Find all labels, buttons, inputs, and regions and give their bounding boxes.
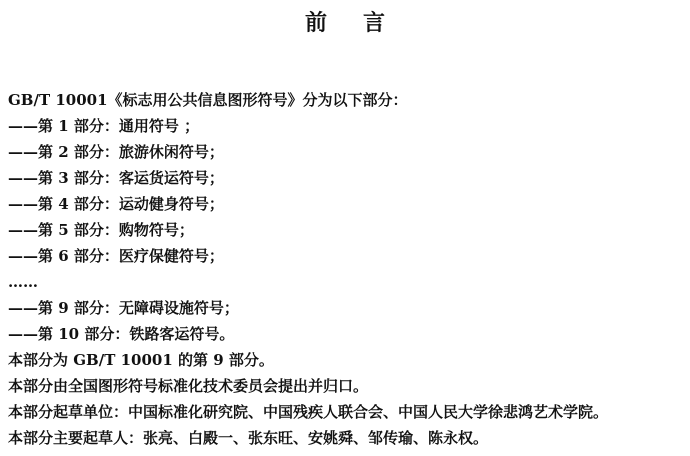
- part-list-item: ——第 3 部分：客运货运符号；: [8, 169, 224, 187]
- part-list-item: ——第 1 部分：通用符号 ；: [8, 117, 200, 135]
- part-list-item: ——第 6 部分：医疗保健符号；: [8, 247, 224, 265]
- paragraph-line: 本部分为 GB/T 10001 的第 9 部分。: [8, 351, 274, 369]
- paragraph-line: 本部分由全国图形符号标准化技术委员会提出并归口。: [8, 377, 369, 395]
- page-title: 前言: [304, 11, 421, 36]
- paragraph-line: 本部分主要起草人：张亮、白殿一、张东旺、安姚舜、邹传瑜、陈永权。: [8, 429, 489, 447]
- part-list-item: ——第 10 部分：铁路客运符号。: [8, 325, 235, 343]
- ellipsis-line: ……: [8, 273, 38, 291]
- part-list-item: ——第 9 部分：无障碍设施符号；: [8, 299, 239, 317]
- paragraph-line: 本部分起草单位：中国标准化研究院、中国残疾人联合会、中国人民大学徐悲鸿艺术学院。: [8, 403, 609, 421]
- part-list-item: ——第 5 部分：购物符号；: [8, 221, 194, 239]
- part-list-item: ——第 4 部分：运动健身符号；: [8, 195, 224, 213]
- intro-line: GB/T 10001《标志用公共信息图形符号》分为以下部分：: [8, 91, 408, 109]
- part-list-item: ——第 2 部分：旅游休闲符号；: [8, 143, 224, 161]
- foreword-body: [8, 87, 688, 451]
